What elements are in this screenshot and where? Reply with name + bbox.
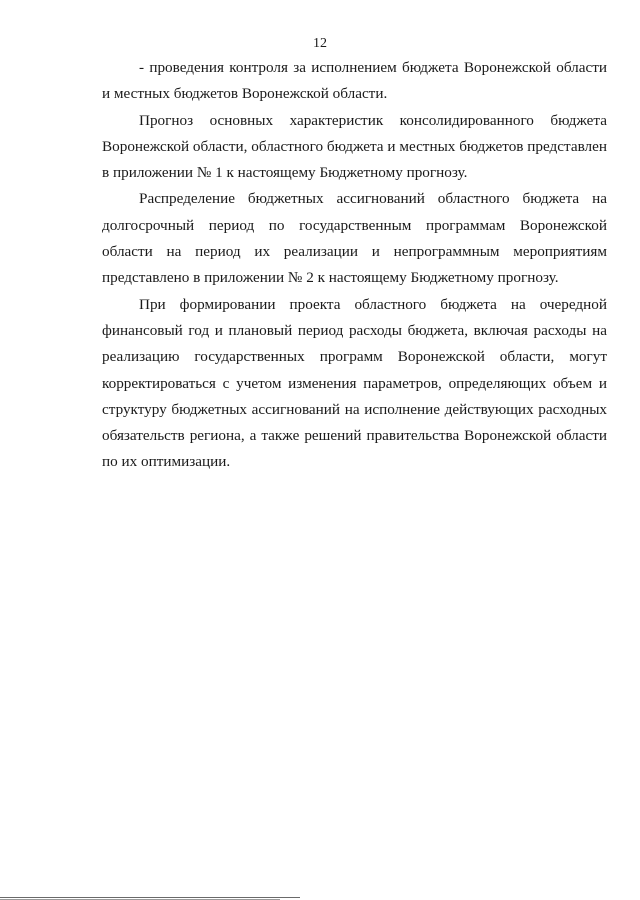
paragraph-budget-control: - проведения контроля за исполнением бюджета Воронежской области и местных бюджетов Воронежской области. [102,59,607,103]
paragraph-forecast-characteristics: Прогноз основных характеристик консолидированного бюджета Воронежской области, областного бюджета и местных бюджетов представлен в приложении № 1 к настоящему Бюджетному прогнозу. [102,111,607,182]
paragraph-allocation-distribution: Распределение бюджетных ассигнований областного бюджета на долгосрочный период по государственным программам Воронежской области на период их реализации и непрограммным мероприятиям представлено в приложении № 2 к настоящему Бюджетному прогнозу. [102,190,607,287]
scan-edge-line [0,897,300,898]
page-number: 12 [313,36,327,51]
paragraph-budget-formation: При формировании проекта областного бюджета на очередной финансовый год и плановый период расходы бюджета, включая расходы на реализацию государственных программ Воронежской области, могут корректироваться с учетом изменения параметров, определяющих объем и структуру бюджетных ассигнований на исполнение действующих расходных обязательств региона, а также решений правительства Воронежской области по их оптимизации. [102,295,607,471]
document-body [102,55,607,476]
